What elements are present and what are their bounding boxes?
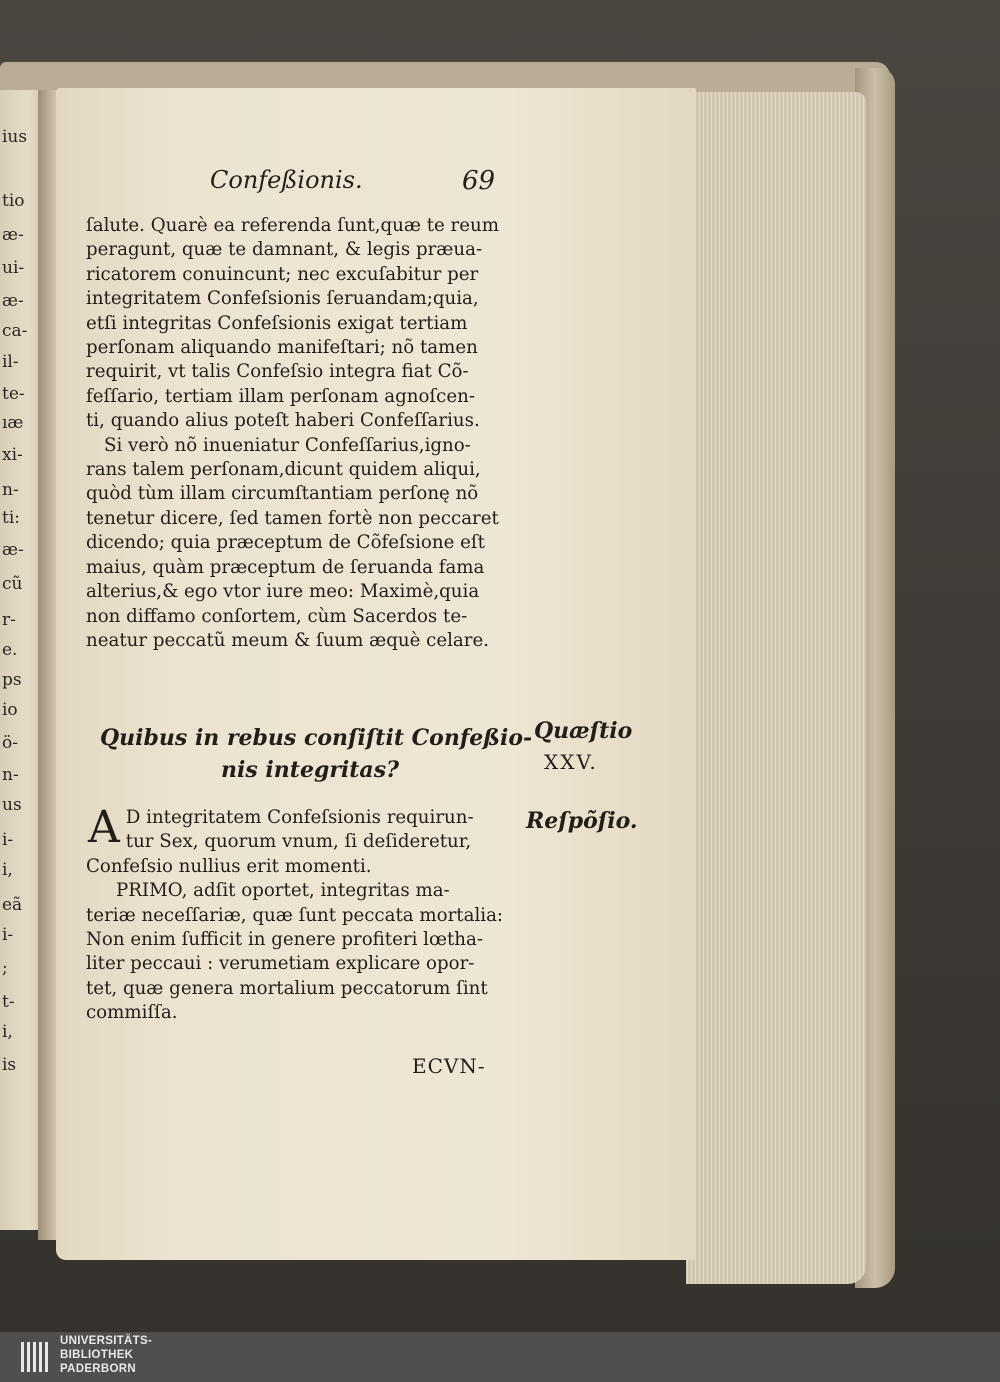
left-page-fragment: i-	[2, 830, 14, 850]
text-line: non diffamo conſortem, cùm Sacerdos te-	[86, 605, 468, 627]
left-page-fragment: n-	[2, 480, 19, 500]
library-name-line: BIBLIOTHEK	[60, 1349, 134, 1361]
text-line: neatur peccatũ meum & ſuum æquè celare.	[86, 629, 489, 651]
left-page-fragment: cũ	[2, 574, 23, 594]
left-page-fragment: ti:	[2, 508, 20, 528]
text-line: D integritatem Confeſsionis requirun-	[125, 807, 474, 828]
left-page-fragment: ıæ	[2, 413, 24, 433]
left-page-fragment: us	[2, 795, 22, 815]
answer-text	[86, 802, 526, 1026]
library-logo-icon	[20, 1338, 50, 1376]
left-page-fragment: i,	[2, 860, 13, 880]
left-page-fragment: ius	[2, 127, 28, 147]
left-page-fragment: eã	[2, 895, 23, 915]
margin-response-label: Reſpõſio.	[526, 808, 638, 834]
text-line: Non enim ſufficit in genere profiteri lœtha-	[86, 929, 483, 951]
left-page-fragment: æ-	[2, 540, 24, 560]
left-page-fragment: ui-	[2, 258, 25, 278]
text-line: requirit, vt talis Confeſsio integra fiat Cõ-	[86, 361, 469, 383]
text-line: dicendo; quia præceptum de Cõfeſsione eſt	[86, 532, 485, 554]
left-page-fragment: tio	[2, 191, 25, 211]
text-line: PRIMO, adſit oportet, integritas ma-	[116, 880, 450, 902]
library-footer	[0, 1332, 1000, 1382]
left-page-fragment: ca-	[2, 321, 28, 341]
left-page-fragment: ;	[2, 958, 8, 978]
text-line: rans talem perſonam,dicunt quidem aliqui,	[86, 459, 481, 481]
left-page-fragment: il-	[2, 352, 19, 372]
running-head: Confeßionis.	[210, 166, 363, 194]
text-line: commiſſa.	[86, 1002, 178, 1024]
question-heading	[100, 722, 533, 786]
text-line: teriæ neceſſariæ, quæ ſunt peccata mortalia:	[86, 904, 504, 926]
heading-line: Quibus in rebus conſiſtit Confeßio-	[100, 725, 533, 751]
left-page-fragment: ö-	[2, 733, 18, 753]
text-line: integritatem Confeſsionis ſeruandam;quia,	[86, 288, 479, 310]
text-line: peragunt, quæ te damnant, & legis præua-	[86, 239, 483, 261]
text-line: tur Sex, quorum vnum, ſi deſideretur,	[125, 831, 472, 853]
text-line: Si verò nõ inueniatur Confeſſarius,igno-	[104, 434, 471, 456]
library-name-line: PADERBORN	[60, 1363, 136, 1375]
text-line: etſi integritas Confeſsionis exigat tertiam	[86, 312, 468, 334]
left-page-fragment: i-	[2, 925, 14, 945]
library-name-line: UNIVERSITÄTS-	[60, 1335, 153, 1347]
left-page-fragment: ps	[2, 670, 22, 690]
page-stack	[686, 92, 866, 1284]
text-line: ricatorem conuincunt; nec excuſabitur per	[86, 263, 479, 285]
left-page-fragment: e.	[2, 640, 18, 660]
heading-line: nis integritas?	[221, 757, 399, 783]
left-page-fragment: r-	[2, 610, 16, 630]
page-number: 69	[462, 166, 496, 196]
text-line: Confeſsio nullius erit momenti.	[86, 855, 372, 877]
text-line: liter peccaui : verumetiam explicare opor-	[86, 953, 475, 975]
body-text	[86, 214, 516, 653]
margin-question-label: Quæſtio	[534, 718, 633, 744]
text-line: perſonam aliquando manifeſtari; nõ tamen	[86, 337, 478, 359]
left-page-fragment: æ-	[2, 225, 24, 245]
text-line: ti, quando alius poteſt haberi Confeſſarius.	[86, 410, 480, 432]
catchword: ECVN-	[412, 1054, 486, 1078]
text-line: maius, quàm præceptum de ſeruanda fama	[86, 556, 485, 578]
text-line: tenetur dicere, ſed tamen fortè non peccaret	[86, 507, 499, 529]
text-line: quòd tùm illam circumſtantiam perſonę nõ	[86, 483, 479, 505]
text-line: ſalute. Quarè ea referenda ſunt,quæ te reum	[86, 215, 499, 236]
text-line: alterius,& ego vtor iure meo: Maximè,quia	[86, 581, 480, 603]
left-page-fragment: io	[2, 700, 18, 720]
drop-cap: A	[88, 802, 120, 853]
left-page-fragment: xi-	[2, 445, 23, 465]
left-page-fragment: te-	[2, 384, 25, 404]
left-page-fragment: is	[2, 1055, 17, 1075]
library-name	[60, 1334, 152, 1376]
left-page-fragment: n-	[2, 765, 19, 785]
left-page-fragment: t-	[2, 992, 15, 1012]
text-line: feſſario, tertiam illam perſonam agnoſcen-	[86, 385, 475, 407]
margin-question-number: XXV.	[544, 750, 598, 774]
left-page-fragment: i,	[2, 1022, 13, 1042]
left-page-fragment: æ-	[2, 291, 24, 311]
text-line: tet, quæ genera mortalium peccatorum ſint	[86, 977, 488, 999]
